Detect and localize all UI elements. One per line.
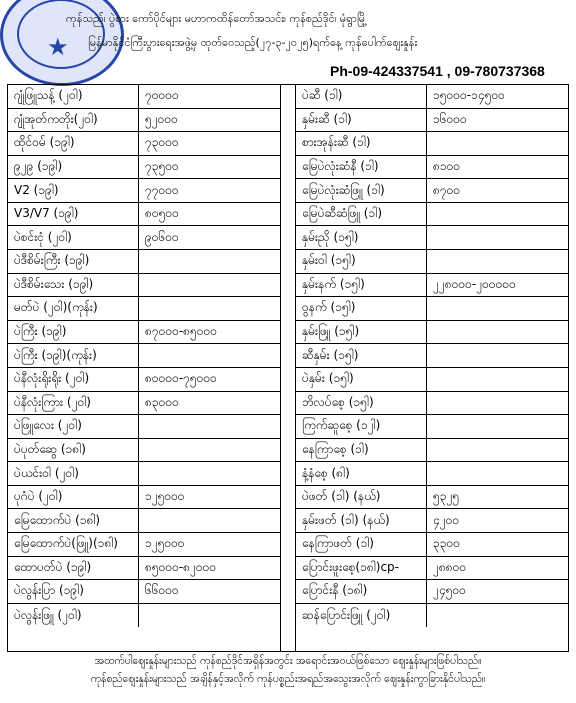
table-row [8,439,280,463]
commodity-price: ၆၆၀၀၀ [145,583,179,598]
commodity-name: မြေပဲလုံးဆံနီ (၁ါ) [296,156,427,179]
commodity-price: ၈၇၀၀ [433,182,461,197]
commodity-price [427,297,569,320]
commodity-price: ၅၃၂၅ [433,489,460,504]
table-row [296,179,568,203]
commodity-price [139,297,281,320]
table-row [8,132,280,156]
table-row [8,509,280,533]
commodity-name: ပဲပုတ်ဆွေ (၁၈ါ) [8,439,139,462]
commodity-name: နှမ်းညို (၁၅ါ) [296,226,427,249]
commodity-name: ကြက်ဆူစေ့ (၁၂ါ) [296,415,427,438]
commodity-price [139,509,281,532]
table-row [296,533,568,557]
commodity-price [139,415,281,438]
table-row [296,321,568,345]
footer-note-2: ကုန်စည်ဈေးနှုန်းများသည် အချိန်နှင့်အလိုက် ကုန်ပစ္စည်းအရည်အသွေးအလိုက် ဈေးနှုန်းကွာခြားနိုင်ပါသည်။ [90,673,486,685]
footer-note-1: အထက်ပါဈေးနှုန်းများသည် ကုန်စည်ဒိုင်အရှိန်အတွင်း အရောင်းအဝယ်ဖြစ်သော ဈေးနှုန်းများဖြစ်ပါသည်။ [94,655,482,667]
table-row [296,580,568,604]
commodity-price [139,250,281,273]
commodity-price [139,274,281,297]
commodity-price: ၅၂၀၀၀ [145,111,178,126]
table-row [296,439,568,463]
table-row [296,274,568,298]
commodity-price: ၇၀၀၀၀ [145,88,179,103]
table-row [8,415,280,439]
table-row [296,226,568,250]
commodity-price [139,462,281,485]
commodity-price: ၈၀၀၀၀-၇၅၀၀၀ [145,371,217,386]
commodity-name: ဘိလပ်စေ့ (၁၅ါ) [296,392,427,415]
commodity-name: ထောပတ်ပဲ (၁၉ါ) [8,557,139,580]
commodity-name: နေကြာဖတ် (၁ါ) [296,533,427,556]
commodity-name: ပဲလွန်းဖြူ (၂၀ါ) [8,604,139,628]
table-row [8,85,280,109]
phone-numbers: Ph-09-424337541 , 09-780737368 [330,63,545,79]
commodity-price: ၇၇၀၀၀ [145,182,179,197]
commodity-price [427,321,569,344]
table-row [296,415,568,439]
commodity-name: နှမ်းဝါ (၁၅ါ) [296,250,427,273]
table-row [8,109,280,133]
table-row [296,132,568,156]
commodity-price: ၁၅၀၀၀-၁၄၅၀၀ [433,88,505,103]
commodity-name: ဆီနှမ်း (၁၅ါ) [296,344,427,367]
commodity-name: ဝွနက် (၁၅ါ) [296,297,427,320]
table-row [296,368,568,392]
commodity-name: ပဲနီလုံးရိုးရိုး (၂၀ါ) [8,368,139,391]
commodity-name: ပဲစင်းငုံ (၂၀ါ) [8,226,139,249]
commodity-name: ၉၂၉ (၁၉ါ) [8,156,139,179]
commodity-price: ၈၅၀၀၀-၈၂၀၀၀ [145,559,217,574]
footer-notes [0,652,576,702]
table-row [8,344,280,368]
table-row [296,344,568,368]
commodity-price [427,203,569,226]
header-line-1: ကုန်သည်၊ ပွဲစား ကော်ပိုင်များ မဟာကထိန်တော်အသင်း၊ ကုန်စည်ဒိုင်၊ မုံရွာမြို့ [66,12,367,25]
table-row [8,250,280,274]
table-row [8,179,280,203]
commodity-price: ၂၂၈၀၀၀-၂၀၀၀၀၀ [433,276,516,291]
commodity-name: နှမ်းဆီ (၁ါ) [296,109,427,132]
commodity-name: ပဲကြီး (၁၉ါ) [8,321,139,344]
commodity-name: စားအုန်းဆီ (၁ါ) [296,132,427,155]
commodity-name: ပဲဖြူလေး (၂၀ါ) [8,415,139,438]
commodity-price: ၈၁၀၀ [433,159,461,174]
table-row [296,604,568,628]
commodity-name: ထိုင်ဝမ် (၁၉ါ) [8,132,139,155]
table-row [8,557,280,581]
left-price-column [8,85,281,651]
commodity-price [427,226,569,249]
header [0,0,576,86]
commodity-name: ပဲဆီ (၁ါ) [296,85,427,108]
commodity-name: မတ်ပဲ (၂၀ါ)(ကုန်း) [8,297,139,320]
commodity-name: ပဲလွန်းပြာ (၁၉ါ) [8,580,139,603]
commodity-price: ၈၀၅၀၀ [145,206,179,221]
commodity-name: ပဲဖတ် (၁ါ) (နယ်) [296,486,427,509]
commodity-name: နှမ်းဖြူ (၁၅ါ) [296,321,427,344]
commodity-name: V2 (၁၉ါ) [8,179,139,202]
commodity-name: နံ့နံစေ့ (၈ါ) [296,462,427,485]
commodity-price [427,462,569,485]
commodity-name: ပဲယင်းဝါ (၂၀ါ) [8,462,139,485]
table-row [8,580,280,604]
commodity-price [427,132,569,155]
table-row [296,486,568,510]
commodity-price: ၈၃၀၀၀ [145,394,179,409]
commodity-name: V3/V7 (၁၉ါ) [8,203,139,226]
table-row [8,392,280,416]
commodity-name: ဆန်ပြောင်းဖြူ (၂၀ါ) [296,604,427,628]
table-row [296,557,568,581]
commodity-price: ၂၈၈၀၀ [433,559,467,574]
table-row [8,486,280,510]
right-price-column [295,85,568,651]
commodity-price: ၁၆၀၀၀ [433,111,467,126]
commodity-price: ၁၂၅၀၀၀ [145,489,185,504]
commodity-price [427,415,569,438]
commodity-price: ၉၀၆၀၀ [145,229,179,244]
table-row [296,109,568,133]
commodity-price: ၁၂၅၀၀၀ [145,536,185,551]
commodity-price: ၃၃၀၀ [433,536,460,551]
commodity-name: ပုဂံပဲ (၂၀ါ) [8,486,139,509]
table-row [296,250,568,274]
commodity-name: ပဲနှမ်း (၁၅ါ) [296,368,427,391]
commodity-price [427,604,569,628]
price-table [7,84,569,652]
commodity-price: ၈၇၀၀၀-၈၅၀၀၀ [145,324,218,339]
commodity-name: မြေထောက်ပဲ(ဖြူ)(၁၈ါ) [8,533,139,556]
table-row [296,203,568,227]
table-row [296,85,568,109]
table-row [8,297,280,321]
commodity-price [139,439,281,462]
commodity-price: ၂၄၅၀၀ [433,583,466,598]
table-row [8,462,280,486]
commodity-name: နေကြာစေ့ (၁ါ) [296,439,427,462]
table-row [8,156,280,180]
commodity-name: ဂျုံအုတ်ကတိုး(၂၀ါ) [8,109,139,132]
commodity-price: ၄၂၀၀ [433,512,460,527]
commodity-name: မြေပဲလုံးဆံဖြူ (၁ါ) [296,179,427,202]
commodity-name: ပြောင်းဖူးစေ့(၁၈ါ)cp- [296,557,427,580]
commodity-price [427,368,569,391]
table-row [8,533,280,557]
commodity-price: ၇၃၀၀၀ [145,135,179,150]
commodity-name: နှမ်းဖတ် (၁ါ) (နယ်) [296,509,427,532]
commodity-name: ပဲဒီစိမ်းကြီး (၁၉ါ) [8,250,139,273]
commodity-price: ၇၃၅၀၀ [145,159,179,174]
table-row [8,604,280,628]
commodity-name: ဂျုံဖြူသန့် (၂၀ါ) [8,85,139,108]
commodity-price [427,392,569,415]
table-row [296,509,568,533]
commodity-price [427,250,569,273]
table-row [296,392,568,416]
commodity-name: နှမ်းနက် (၁၅ါ) [296,274,427,297]
commodity-name: ပဲကြီး (၁၉ါ)(ကုန်း) [8,344,139,367]
commodity-name: ပဲဒီစိမ်းသေး (၁၉ါ) [8,274,139,297]
table-row [8,203,280,227]
table-row [296,156,568,180]
commodity-name: မြေထောက်ပဲ (၁၈ါ) [8,509,139,532]
table-row [296,297,568,321]
commodity-price [427,344,569,367]
commodity-price [139,604,281,628]
star-icon: ★ [47,33,69,61]
commodity-name: ပြောင်းနီ (၁၈ါ) [296,580,427,603]
table-row [8,321,280,345]
header-line-2: မြန်မာနိုင်ငံကြီးပွားရေးအဖွဲ့မှ ထုတ်ဝေသည့်(၂၇-၃-၂၀၂၅)ရက်နေ့ ကုန်ပေါက်ဈေးနှုန်း [88,36,418,49]
commodity-name: ပဲနီလုံးကြား (၂၀ါ) [8,392,139,415]
table-row [8,226,280,250]
table-row [296,462,568,486]
table-row [8,368,280,392]
table-row [8,274,280,298]
commodity-price [139,344,281,367]
commodity-price [427,439,569,462]
commodity-name: မြေပဲဆီဆံဖြူ (၁ါ) [296,203,427,226]
